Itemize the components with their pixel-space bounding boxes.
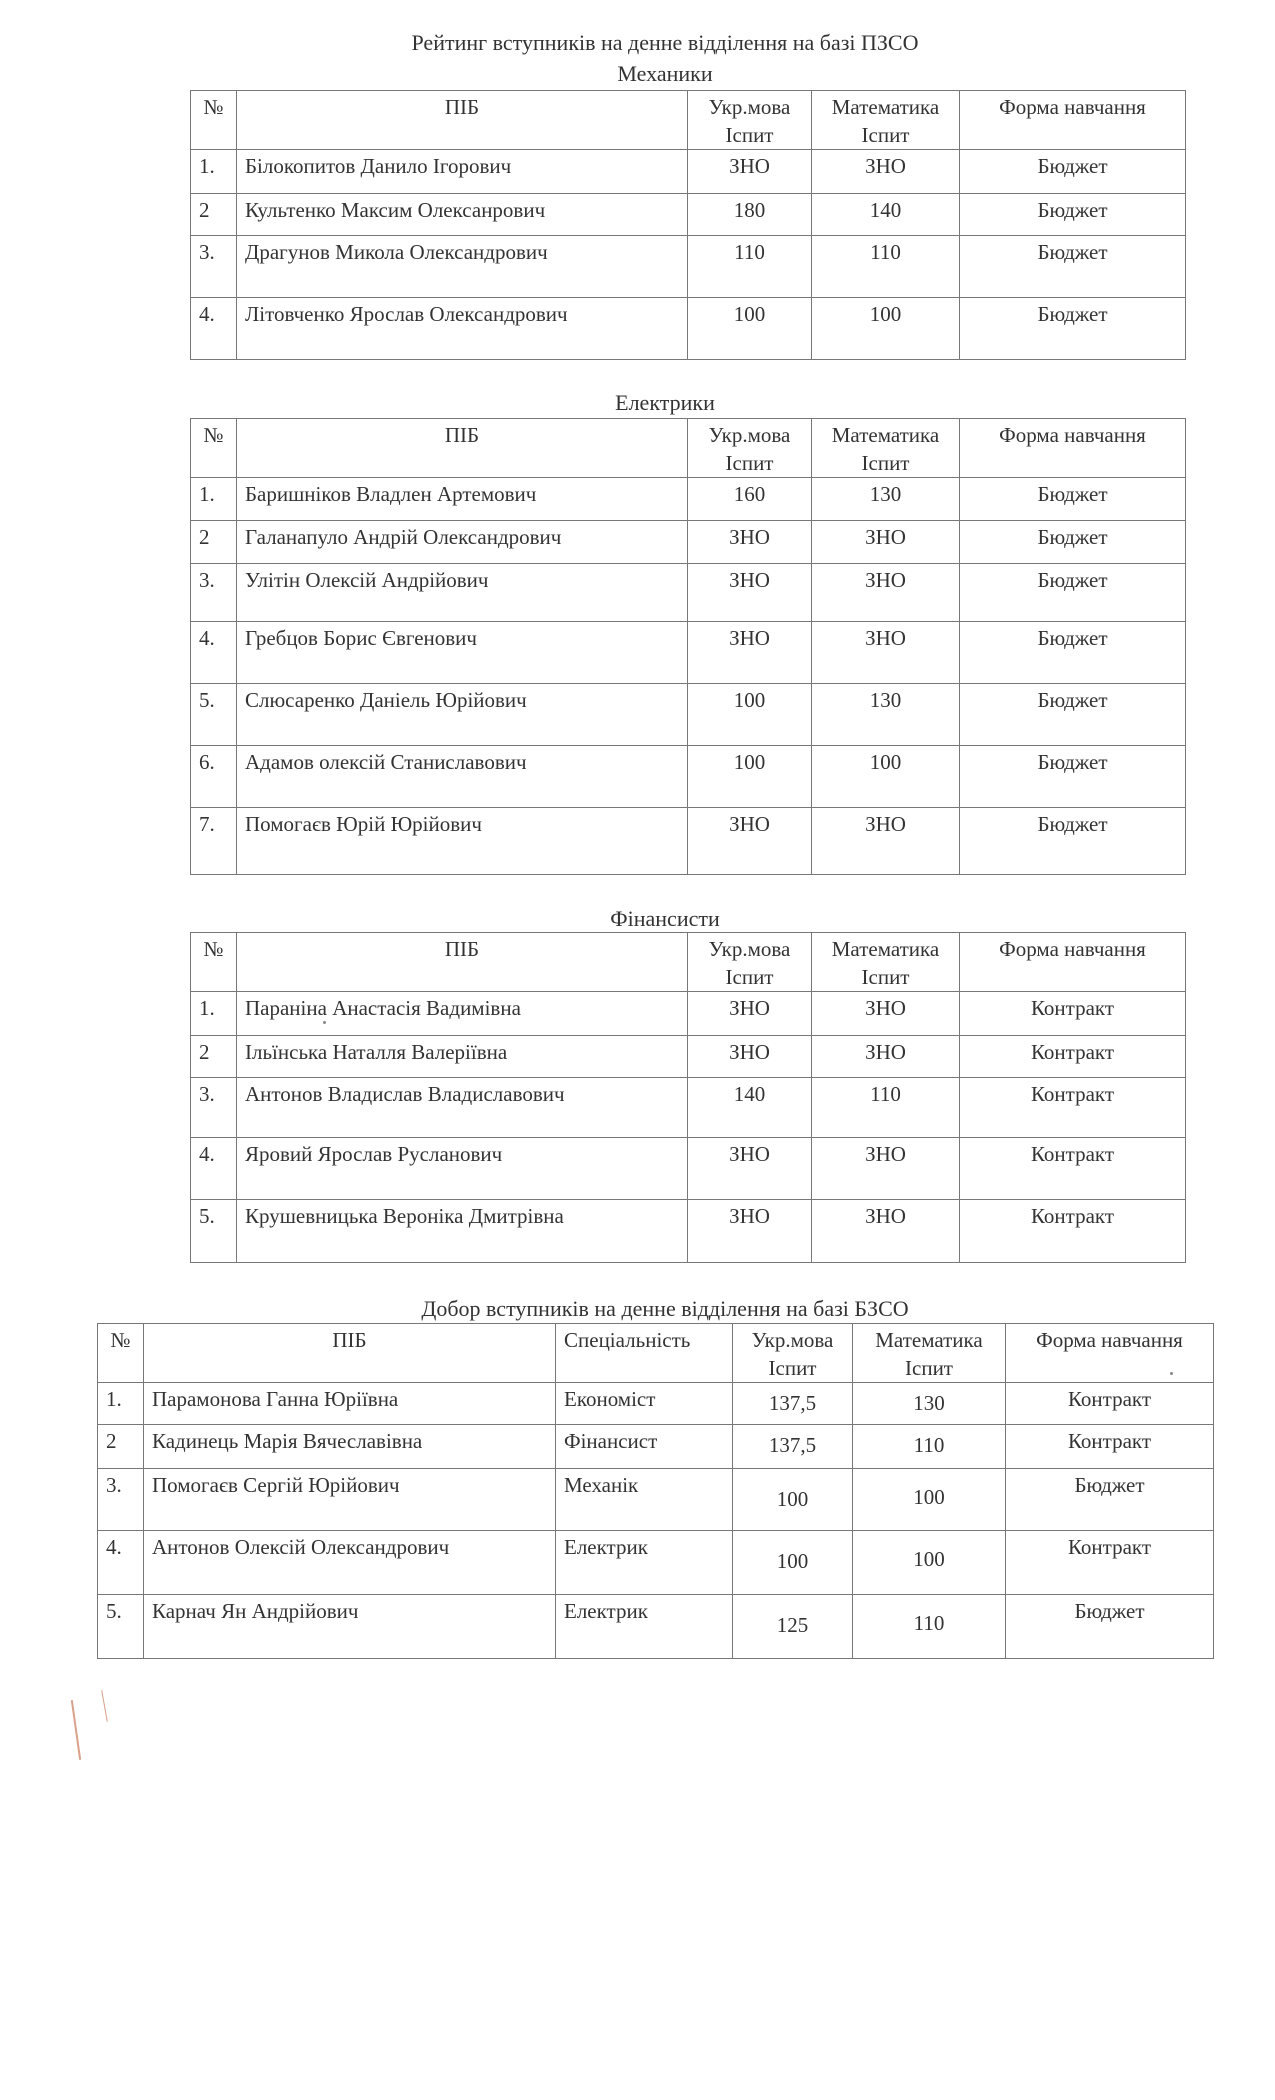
score-ukr: 137,5 [768,1433,817,1457]
row-name: Антонов Олексій Олександрович [144,1531,556,1595]
score-math: 130 [913,1391,945,1415]
score-math: 110 [913,1611,945,1635]
row-num: 4. [191,298,237,360]
header-math [853,1324,1006,1383]
row-form: Контракт [1006,1531,1214,1595]
header-math-line2: Іспит [861,451,910,475]
row-form: Контракт [960,992,1186,1036]
row-num: 3. [191,1078,237,1138]
header-ukr-line1: Укр.мова [708,937,791,961]
score-math: 100 [913,1547,945,1571]
row-name: Яровий Ярослав Русланович [237,1138,688,1200]
table-row [98,1595,1214,1659]
row-name: Галанапуло Андрій Олександрович [237,521,688,564]
scan-speck [1170,1372,1173,1375]
row-form: Контракт [960,1200,1186,1263]
row-form: Бюджет [960,521,1186,564]
row-name: Білокопитов Данило Ігорович [237,150,688,194]
row-math: 140 [812,194,960,236]
row-name: Гребцов Борис Євгенович [237,622,688,684]
table-row [191,564,1186,622]
header-specialty: Спеціальність [556,1324,733,1383]
row-form: Бюджет [960,478,1186,521]
row-name: Крушевницька Вероніка Дмитрівна [237,1200,688,1263]
table-row [191,1138,1186,1200]
row-math: 130 [812,684,960,746]
row-specialty: Електрик [556,1595,733,1659]
header-num: № [98,1324,144,1383]
table-row [191,521,1186,564]
table-row [191,478,1186,521]
header-math-line1: Математика [875,1328,983,1352]
table-row [191,194,1186,236]
row-form: Бюджет [960,622,1186,684]
row-ukr: 100 [688,746,812,808]
row-form: Контракт [960,1078,1186,1138]
header-ukr-line2: Іспит [725,451,774,475]
row-name: Драгунов Микола Олександрович [237,236,688,298]
row-math [853,1531,1006,1595]
header-ukr-line2: Іспит [725,965,774,989]
row-ukr: ЗНО [688,992,812,1036]
table-row [191,992,1186,1036]
row-form: Контракт [1006,1383,1214,1425]
header-form: Форма навчання [960,91,1186,150]
score-math: 110 [913,1433,945,1457]
score-ukr: 100 [776,1549,809,1573]
row-form: Бюджет [960,808,1186,875]
financiers-table [190,932,1186,1263]
row-num: 5. [191,684,237,746]
row-form: Бюджет [960,564,1186,622]
table-row [191,1078,1186,1138]
row-specialty: Електрик [556,1531,733,1595]
header-ukr [733,1324,853,1383]
row-name: Ільїнська Наталля Валеріївна [237,1036,688,1078]
row-num: 2 [191,194,237,236]
header-math-line2: Іспит [861,965,910,989]
row-num: 1. [191,150,237,194]
score-ukr: 100 [776,1487,809,1511]
row-num: 3. [98,1469,144,1531]
row-ukr: ЗНО [688,1036,812,1078]
row-specialty: Економіст [556,1383,733,1425]
header-num: № [191,419,237,478]
row-num: 5. [191,1200,237,1263]
row-name: Слюсаренко Даніель Юрійович [237,684,688,746]
row-math: ЗНО [812,808,960,875]
table-row [191,684,1186,746]
row-num: 3. [191,564,237,622]
row-name: Кадинець Марія Вячеславівна [144,1425,556,1469]
header-form: Форма навчання [1006,1324,1214,1383]
row-ukr [733,1425,853,1469]
row-math: 100 [812,298,960,360]
row-name: Парамонова Ганна Юріївна [144,1383,556,1425]
row-form: Бюджет [960,746,1186,808]
row-num: 5. [98,1595,144,1659]
header-ukr-line1: Укр.мова [708,423,791,447]
row-ukr: ЗНО [688,808,812,875]
row-num: 4. [98,1531,144,1595]
row-num: 4. [191,622,237,684]
additional-title: Добор вступників на денне відділення на базі БЗСО [421,1296,909,1321]
row-form: Бюджет [960,684,1186,746]
header-math-line1: Математика [831,95,940,119]
table-row [191,622,1186,684]
table-row [191,298,1186,360]
header-math-line2: Іспит [861,123,910,147]
row-name: Карнач Ян Андрійович [144,1595,556,1659]
row-name: Помогаєв Юрій Юрійович [237,808,688,875]
document-title: Рейтинг вступників на денне відділення на базі ПЗСО [411,30,919,55]
header-math-line1: Математика [831,423,940,447]
table-row [98,1425,1214,1469]
row-ukr: ЗНО [688,521,812,564]
header-math [812,419,960,478]
row-num: 2 [191,1036,237,1078]
row-ukr: ЗНО [688,622,812,684]
header-ukr-line1: Укр.мова [751,1328,834,1352]
table-row [191,150,1186,194]
header-ukr-line1: Укр.мова [708,95,791,119]
row-name: Улітін Олексій Андрійович [237,564,688,622]
score-ukr: 137,5 [768,1391,817,1415]
row-ukr [733,1531,853,1595]
row-ukr: 180 [688,194,812,236]
header-ukr [688,933,812,992]
row-form: Бюджет [960,150,1186,194]
table-row [98,1531,1214,1595]
row-ukr: ЗНО [688,1200,812,1263]
row-math: 110 [812,1078,960,1138]
row-math: ЗНО [812,521,960,564]
row-num: 1. [191,478,237,521]
row-form: Бюджет [960,236,1186,298]
row-ukr: ЗНО [688,564,812,622]
row-ukr: 110 [688,236,812,298]
row-ukr [733,1469,853,1531]
row-math: ЗНО [812,1138,960,1200]
table-row [98,1383,1214,1425]
row-math: ЗНО [812,1036,960,1078]
row-name: Антонов Владислав Владиславович [237,1078,688,1138]
row-name: Помогаєв Сергій Юрійович [144,1469,556,1531]
header-ukr [688,91,812,150]
row-name: Літовченко Ярослав Олександрович [237,298,688,360]
header-ukr-line2: Іспит [725,123,774,147]
row-specialty: Фінансист [556,1425,733,1469]
row-math: 110 [812,236,960,298]
row-ukr [733,1383,853,1425]
section-title-electricians: Електрики [615,390,715,415]
header-name: ПІБ [237,91,688,150]
row-math [853,1383,1006,1425]
row-form: Бюджет [1006,1469,1214,1531]
table-header-row [191,933,1186,992]
row-form: Контракт [960,1036,1186,1078]
row-form: Бюджет [1006,1595,1214,1659]
row-form: Бюджет [960,298,1186,360]
row-math: 100 [812,746,960,808]
row-form: Бюджет [960,194,1186,236]
row-ukr: 140 [688,1078,812,1138]
row-math: 130 [812,478,960,521]
row-math: ЗНО [812,992,960,1036]
row-num: 6. [191,746,237,808]
additional-table [97,1323,1214,1659]
row-math: ЗНО [812,1200,960,1263]
table-row [191,746,1186,808]
header-name: ПІБ [237,933,688,992]
table-row [98,1469,1214,1531]
header-ukr [688,419,812,478]
mechanics-table [190,90,1186,360]
header-form: Форма навчання [960,933,1186,992]
header-ukr-line2: Іспит [768,1356,817,1380]
scan-mark [101,1690,108,1722]
row-math: ЗНО [812,150,960,194]
table-header-row [191,91,1186,150]
header-num: № [191,91,237,150]
table-row [191,1036,1186,1078]
header-math-line2: Іспит [905,1356,953,1380]
row-ukr [733,1595,853,1659]
row-ukr: 100 [688,298,812,360]
section-title-mechanics: Механики [617,61,713,86]
table-row [191,1200,1186,1263]
row-ukr: ЗНО [688,1138,812,1200]
row-math: ЗНО [812,564,960,622]
header-math-line1: Математика [831,937,940,961]
row-num: 2 [191,521,237,564]
row-name: Параніна Анастасія Вадимівна [237,992,688,1036]
row-name: Культенко Максим Олексанрович [237,194,688,236]
scan-mark [71,1700,81,1760]
header-num: № [191,933,237,992]
row-form: Контракт [960,1138,1186,1200]
section-title-financiers: Фінансисти [610,906,720,931]
row-math [853,1595,1006,1659]
row-num: 7. [191,808,237,875]
header-math [812,91,960,150]
row-form: Контракт [1006,1425,1214,1469]
row-math [853,1425,1006,1469]
score-ukr: 125 [776,1613,809,1637]
row-num: 1. [191,992,237,1036]
header-form: Форма навчання [960,419,1186,478]
scan-speck [323,1021,326,1024]
score-math: 100 [913,1485,945,1509]
header-math [812,933,960,992]
electricians-table [190,418,1186,875]
header-name: ПІБ [144,1324,556,1383]
row-specialty: Механік [556,1469,733,1531]
table-row [191,236,1186,298]
row-ukr: 100 [688,684,812,746]
table-header-row [98,1324,1214,1383]
row-ukr: 160 [688,478,812,521]
row-name: Баришніков Владлен Артемович [237,478,688,521]
header-name: ПІБ [237,419,688,478]
row-math: ЗНО [812,622,960,684]
row-num: 4. [191,1138,237,1200]
row-name: Адамов олексій Станиславович [237,746,688,808]
table-header-row [191,419,1186,478]
row-num: 1. [98,1383,144,1425]
row-num: 3. [191,236,237,298]
row-ukr: ЗНО [688,150,812,194]
row-num: 2 [98,1425,144,1469]
table-row [191,808,1186,875]
row-math [853,1469,1006,1531]
